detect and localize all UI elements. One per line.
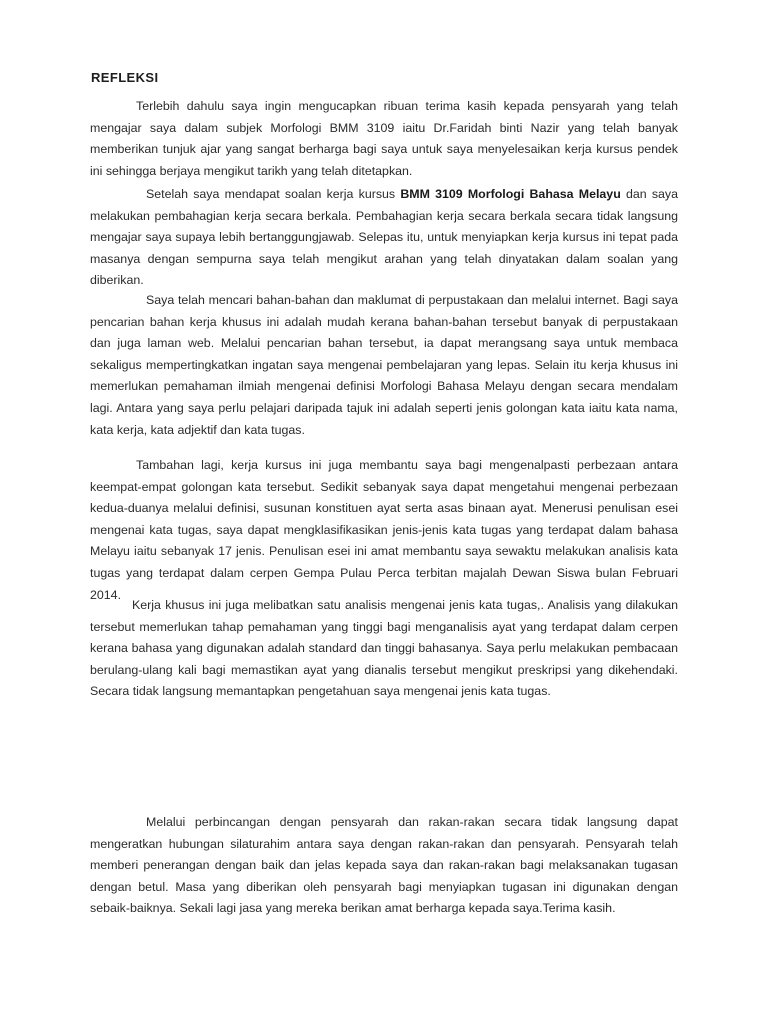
- paragraph-text-before: Setelah saya mendapat soalan kerja kursus: [146, 187, 401, 201]
- course-title-bold: BMM 3109 Morfologi Bahasa Melayu: [400, 187, 621, 201]
- paragraph-gratitude: Terlebih dahulu saya ingin mengucapkan ribuan terima kasih kepada pensyarah yang telah mengajar saya dalam subjek Morfologi BMM 3109 iaitu Dr.Faridah binti Nazir yang telah banyak memberikan tunjuk ajar yang sangat berharga bagi saya untuk saya menyelesaikan kerja kursus pendek ini sehingga berjaya mengikut tarikh yang telah ditetapkan.: [90, 99, 678, 178]
- paragraph-closing: Melalui perbincangan dengan pensyarah dan rakan-rakan secara tidak langsung dapat mengeratkan hubungan silaturahim antara saya dengan rakan-rakan dan pensyarah. Pensyarah telah memberi penerangan dengan baik dan jelas kepada saya dan rakan-rakan bagi melaksanakan tugasan dengan betul. Masa yang diberikan oleh pensyarah bagi menyiapkan tugasan ini digunakan dengan sebaik-baiknya. Sekali lagi jasa yang mereka berikan amat berharga kepada saya.Terima kasih.: [90, 815, 678, 916]
- paragraph-analysis: Kerja khusus ini juga melibatkan satu analisis mengenai jenis kata tugas,. Analisis yang dilakukan tersebut memerlukan tahap pemahaman yang tinggi bagi menganalisis ayat yang terdapat dalam cerpen kerana bahasa yang digunakan adalah standard dan tinggi bahasanya. Saya perlu melakukan pembacaan berulang-ulang kali bagi memastikan ayat yang dianalis tersebut mengikut preskripsi yang dikehendaki. Secara tidak langsung memantapkan pengetahuan saya mengenai jenis kata tugas.: [90, 598, 678, 699]
- paragraph-research: Saya telah mencari bahan-bahan dan maklumat di perpustakaan dan melalui internet. Bagi saya pencarian bahan kerja khusus ini adalah mudah kerana bahan-bahan tersebut banyak di perpustakaan dan juga laman web. Melalui pencarian bahan tersebut, ia dapat merangsang saya untuk membaca sekaligus mempertingkatkan ingatan saya mengenai pembelajaran yang lepas. Selain itu kerja khusus ini memerlukan pemahaman ilmiah mengenai definisi Morfologi Bahasa Melayu dengan secara mendalam lagi. Antara yang saya perlu pelajari daripada tajuk ini adalah seperti jenis golongan kata iaitu kata nama, kata kerja, kata adjektif dan kata tugas.: [90, 293, 678, 437]
- paragraph-text-after: dan saya melakukan pembahagian kerja secara berkala. Pembahagian kerja secara berkala secara tidak langsung mengajar saya supaya lebih bertanggungjawab. Selepas itu, untuk menyiapkan kerja kursus ini tepat pada masanya dengan sempurna saya telah mengikut arahan yang telah dinyatakan dalam soalan yang diberikan.: [90, 187, 678, 288]
- paragraph-coursework-task: [90, 184, 678, 292]
- paragraph-word-classes: Tambahan lagi, kerja kursus ini juga membantu saya bagi mengenalpasti perbezaan antara keempat-empat golongan kata tersebut. Sedikit sebanyak saya dapat mengetahui mengenai perbezaan kedua-duanya melalui definisi, susunan konstituen ayat serta asas binaan ayat. Menerusi penulisan esei mengenai kata tugas, saya dapat mengklasifikasikan jenis-jenis kata tugas yang terdapat dalam bahasa Melayu iaitu sebanyak 17 jenis. Penulisan esei ini amat membantu saya sewaktu melakukan analisis kata tugas yang terdapat dalam cerpen Gempa Pulau Perca terbitan majalah Dewan Siswa bulan Februari 2014.: [90, 458, 678, 602]
- document-heading: REFLEKSI: [91, 70, 159, 85]
